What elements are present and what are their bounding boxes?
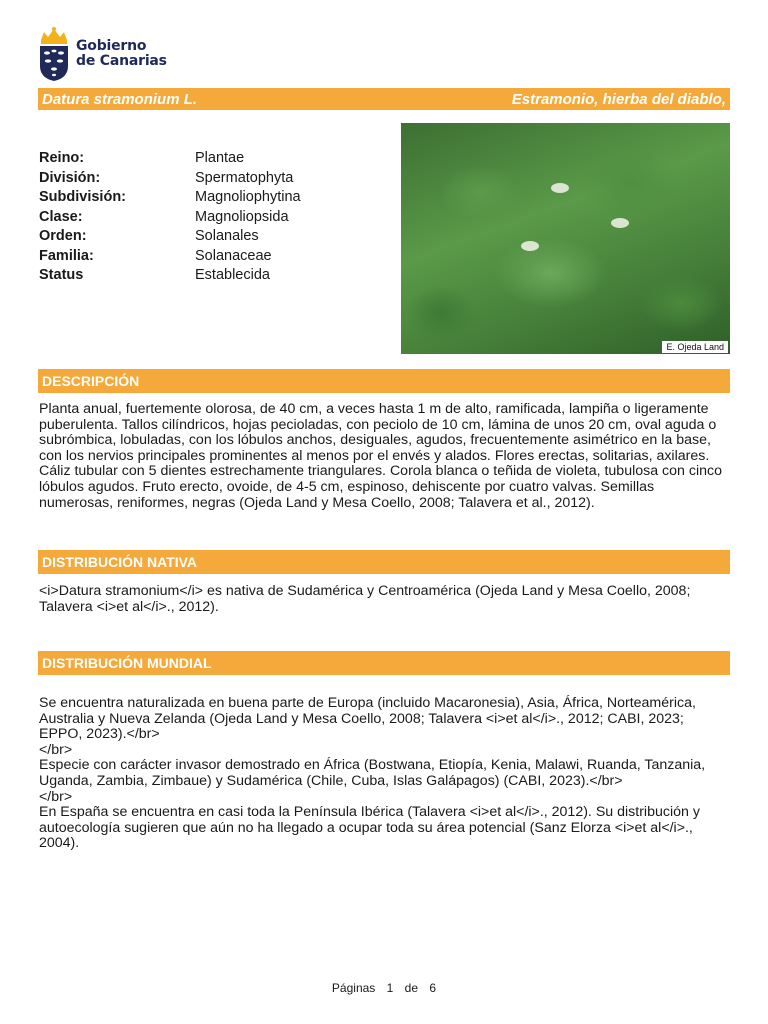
- taxonomy-label: Familia:: [39, 247, 94, 264]
- taxonomy-row: [39, 227, 301, 247]
- taxonomy-value: Spermatophyta: [195, 169, 294, 186]
- taxonomy-label: Reino:: [39, 150, 85, 166]
- total-pages: 6: [429, 981, 437, 995]
- page-footer: [0, 981, 768, 995]
- pagination-label: Páginas: [331, 981, 376, 995]
- current-page: 1: [386, 981, 394, 995]
- species-photo: [401, 123, 730, 354]
- taxonomy-value: Plantae: [195, 150, 245, 166]
- paragraph: Especie con carácter invasor demostrado en África (Bostwana, Etiopía, Kenia, Malawi, Ruanda, Tanzania, Uganda, Zambia, Zimbaue) y Sudamérica (Chile, Cuba, Islas Galápagos) (CABI, 2023).</br>: [39, 757, 706, 789]
- taxonomy-row: [39, 266, 301, 286]
- section-heading-text: DISTRIBUCIÓN NATIVA: [42, 554, 198, 570]
- taxonomy-row: [39, 169, 301, 189]
- mundial-text: [39, 696, 729, 852]
- taxonomy-value: Establecida: [195, 267, 270, 283]
- paragraph: Planta anual, fuertemente olorosa, de 40 cm, a veces hasta 1 m de alto, ramificada, lampiña o ligeramente puberulenta. Tallos cilíndricos, hojas pecioladas, con peciolo de 10 cm, lámina de unos 20 cm, oval aguda o subrómbica, lobuladas, con los lóbulos anchos, desiguales, agudos, frecuentemente asimétrico en la base, con los nervios principales prominentes al menos por el envés y alados. Flores erectas, solitarias, axilares. Cáliz tubular con 5 dientes estrechamente triangulares. Corola blanca o teñida de violeta, tubulosa con cinco lóbulos agudos. Fruto erecto, ovoide, de 4-5 cm, espinoso, dehiscente por cuatro valvas. Semillas numerosas, reniformes, negras (Ojeda Land y Mesa Coello, 2008; Talavera et al., 2012).: [39, 401, 722, 511]
- taxonomy-value: Magnoliophytina: [195, 189, 301, 205]
- logo-line-1: Gobierno: [76, 38, 147, 54]
- common-name: Estramonio, hierba del diablo,: [511, 90, 726, 108]
- section-heading-nativa: [38, 550, 730, 574]
- logo-line-2: de Canarias: [76, 53, 167, 69]
- taxonomy-row: [39, 247, 301, 267]
- gobierno-canarias-logo: [38, 26, 167, 82]
- flower-highlight: [551, 183, 569, 193]
- section-heading-text: DESCRIPCIÓN: [42, 373, 140, 389]
- photo-credit: E. Ojeda Land: [662, 341, 728, 353]
- taxonomy-label: División:: [39, 169, 101, 186]
- taxonomy-table: [39, 149, 301, 286]
- scientific-name: Datura stramonium L.: [42, 90, 198, 108]
- section-heading-mundial: [38, 651, 730, 675]
- paragraph: <i>Datura stramonium</i> es nativa de Sudamérica y Centroamérica (Ojeda Land y Mesa Coello, 2008; Talavera <i>et al</i>., 2012).: [39, 583, 691, 615]
- descripcion-text: [39, 402, 729, 511]
- paragraph: En España se encuentra en casi toda la Península Ibérica (Talavera <i>et al</i>., 2012). Su distribución y autoecología sugieren que aún no ha llegado a ocupar toda su área potencial (Sanz Elorza <i>et al</i>., 2004).: [39, 804, 700, 852]
- paragraph: </br>: [39, 741, 73, 758]
- section-heading-text: DISTRIBUCIÓN MUNDIAL: [42, 655, 212, 671]
- coat-of-arms-icon: [38, 26, 70, 82]
- taxonomy-row: [39, 208, 301, 228]
- taxonomy-label: Clase:: [39, 208, 83, 225]
- section-heading-descripcion: [38, 369, 730, 393]
- paragraph: Se encuentra naturalizada en buena parte de Europa (incluido Macaronesia), Asia, África, Norteamérica, Australia y Nueva Zelanda (Ojeda Land y Mesa Coello, 2008; Talavera <i>et al</i>., 2012; CABI, 2023; EPPO, 2023).</br>: [39, 695, 696, 743]
- species-title-bar: [38, 88, 730, 110]
- taxonomy-label: Subdivisión:: [39, 189, 126, 205]
- flower-highlight: [611, 218, 629, 228]
- taxonomy-value: Solanaceae: [195, 247, 272, 264]
- taxonomy-label: Orden:: [39, 228, 87, 244]
- taxonomy-value: Magnoliopsida: [195, 208, 289, 225]
- taxonomy-row: [39, 149, 301, 169]
- nativa-text: [39, 584, 729, 615]
- taxonomy-label: Status: [39, 267, 84, 283]
- taxonomy-value: Solanales: [195, 228, 259, 244]
- taxonomy-row: [39, 188, 301, 208]
- pagination-separator: de: [404, 981, 419, 995]
- flower-highlight: [521, 241, 539, 251]
- paragraph: </br>: [39, 788, 73, 805]
